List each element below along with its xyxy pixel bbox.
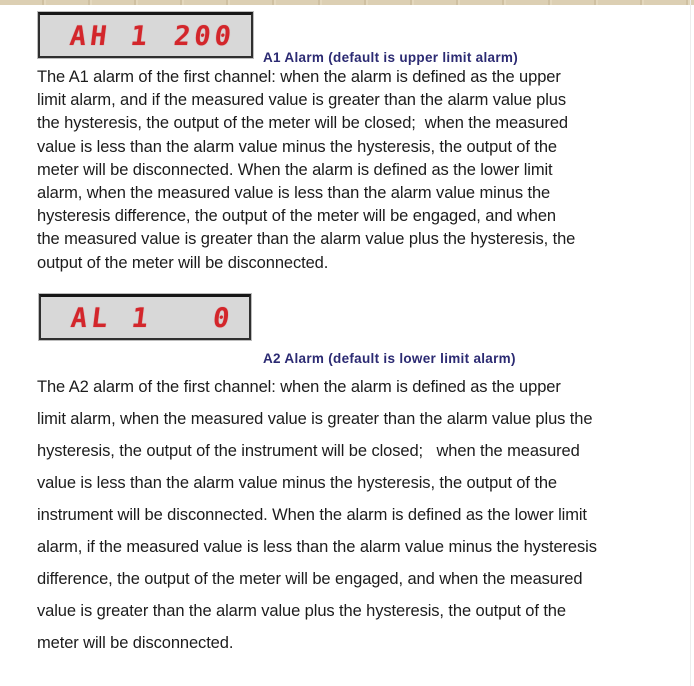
paragraph-line: meter will be disconnected. When the alarm is defined as the lower limit [37,160,553,179]
a1-led-parameter-text: AH 1 [68,21,153,52]
a2-led-value-text: 0 [210,303,235,334]
paragraph-line: meter will be disconnected. [37,634,234,652]
paragraph-line: instrument will be disconnected. When the alarm is defined as the lower limit [37,506,587,524]
paragraph-line: The A1 alarm of the first channel: when the alarm is defined as the upper [37,68,561,86]
paragraph-line: limit alarm, and if the measured value is greater than the alarm value plus [37,91,567,110]
paragraph-line: output of the meter will be disconnected. [37,253,329,272]
a2-led-parameter-text: AL 1 [69,303,154,334]
paragraph-line: value is greater than the alarm value plus the hysteresis, the output of the [37,602,566,620]
paragraph-line: the hysteresis, the output of the meter will be closed; when the measured [37,114,568,133]
a1-alarm-paragraph [37,66,575,275]
paragraph-line: The A2 alarm of the first channel: when the alarm is defined as the upper [37,378,561,396]
page-right-edge-line [690,0,691,686]
a2-alarm-led-display [39,294,251,340]
paragraph-line: limit alarm, when the measured value is greater than the alarm value plus the [37,410,593,428]
a2-alarm-heading: A2 Alarm (default is lower limit alarm) [263,351,516,366]
a1-alarm-led-display [38,12,253,58]
paragraph-line: value is less than the alarm value minus the hysteresis, the output of the [37,474,557,492]
page-top-border-texture [0,0,694,5]
a1-led-value-text: 200 [172,21,237,52]
paragraph-line: the measured value is greater than the alarm value plus the hysteresis, the [37,230,576,249]
a1-alarm-heading: A1 Alarm (default is upper limit alarm) [263,50,519,65]
paragraph-line: hysteresis, the output of the instrument will be closed; when the measured [37,442,580,460]
paragraph-line: hysteresis difference, the output of the meter will be engaged, and when [37,207,556,226]
paragraph-line: alarm, when the measured value is less than the alarm value minus the [37,184,551,203]
a2-alarm-paragraph [37,371,597,659]
paragraph-line: value is less than the alarm value minus the hysteresis, the output of the [37,137,557,156]
paragraph-line: difference, the output of the meter will be engaged, and when the measured [37,570,583,588]
paragraph-line: alarm, if the measured value is less than the alarm value minus the hysteresis [37,538,597,556]
